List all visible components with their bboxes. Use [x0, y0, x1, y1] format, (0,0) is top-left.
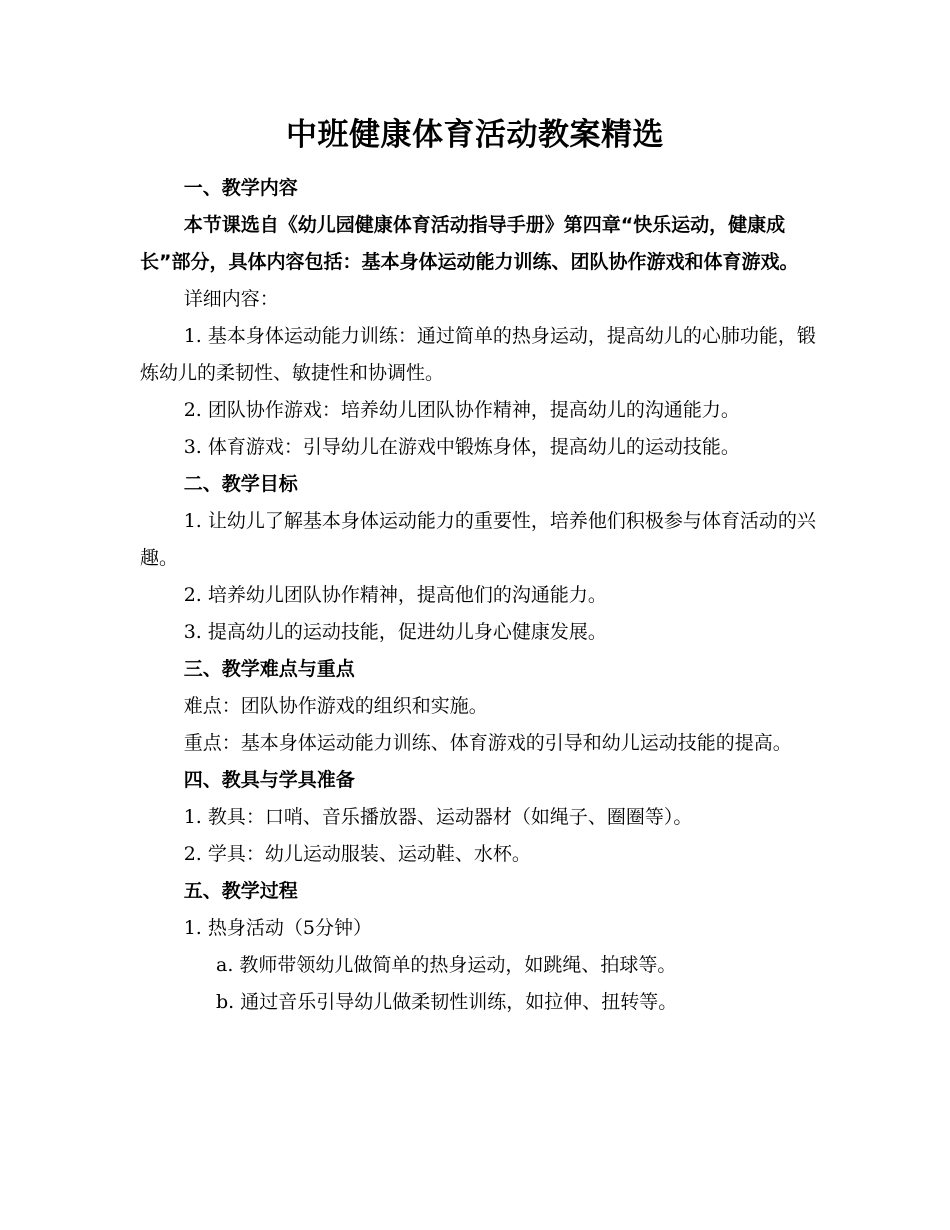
section-2-item-1: 1. 让幼儿了解基本身体运动能力的重要性，培养他们积极参与体育活动的兴趣。: [140, 510, 816, 569]
section-1-intro: 本节课选自《幼儿园健康体育活动指导手册》第四章“快乐运动，健康成长”部分，具体内容包括：基本身体运动能力训练、团队协作游戏和体育游戏。: [140, 214, 799, 273]
section-3-focus: 重点：基本身体运动能力训练、体育游戏的引导和幼儿运动技能的提高。: [183, 732, 792, 754]
section-3-difficulty: 难点：团队协作游戏的组织和实施。: [183, 695, 488, 717]
section-4-item-1: 1. 教具：口哨、音乐播放器、运动器材（如绳子、圈圈等）。: [183, 806, 693, 828]
section-1-item-1: 1. 基本身体运动能力训练：通过简单的热身运动，提高幼儿的心肺功能，锻炼幼儿的柔韧性、敏捷性和协调性。: [140, 325, 816, 384]
section-5-item-1: 1. 热身活动（5分钟）: [183, 917, 372, 939]
section-2-item-3: 3. 提高幼儿的运动技能，促进幼儿身心健康发展。: [183, 621, 607, 643]
section-heading-4: 四、教具与学具准备: [183, 769, 355, 791]
section-heading-3: 三、教学难点与重点: [183, 658, 355, 680]
section-5-subitem-a: a. 教师带领幼儿做简单的热身运动，如跳绳、拍球等。: [216, 954, 677, 976]
section-heading-2: 二、教学目标: [183, 473, 298, 495]
section-heading-5: 五、教学过程: [183, 880, 298, 902]
section-1-item-2: 2. 团队协作游戏：培养幼儿团队协作精神，提高幼儿的沟通能力。: [183, 399, 740, 421]
section-1-detail-label: 详细内容：: [183, 288, 279, 310]
document-body: [140, 170, 820, 1021]
section-5-subitem-b: b. 通过音乐引导幼儿做柔韧性训练，如拉伸、扭转等。: [216, 991, 678, 1013]
document-title: 中班健康体育活动教案精选: [286, 117, 664, 153]
section-heading-1: 一、教学内容: [183, 177, 298, 199]
section-4-item-2: 2. 学具：幼儿运动服装、运动鞋、水杯。: [183, 843, 531, 865]
section-2-item-2: 2. 培养幼儿团队协作精神，提高他们的沟通能力。: [183, 584, 607, 606]
section-1-item-3: 3. 体育游戏：引导幼儿在游戏中锻炼身体，提高幼儿的运动技能。: [183, 436, 740, 458]
